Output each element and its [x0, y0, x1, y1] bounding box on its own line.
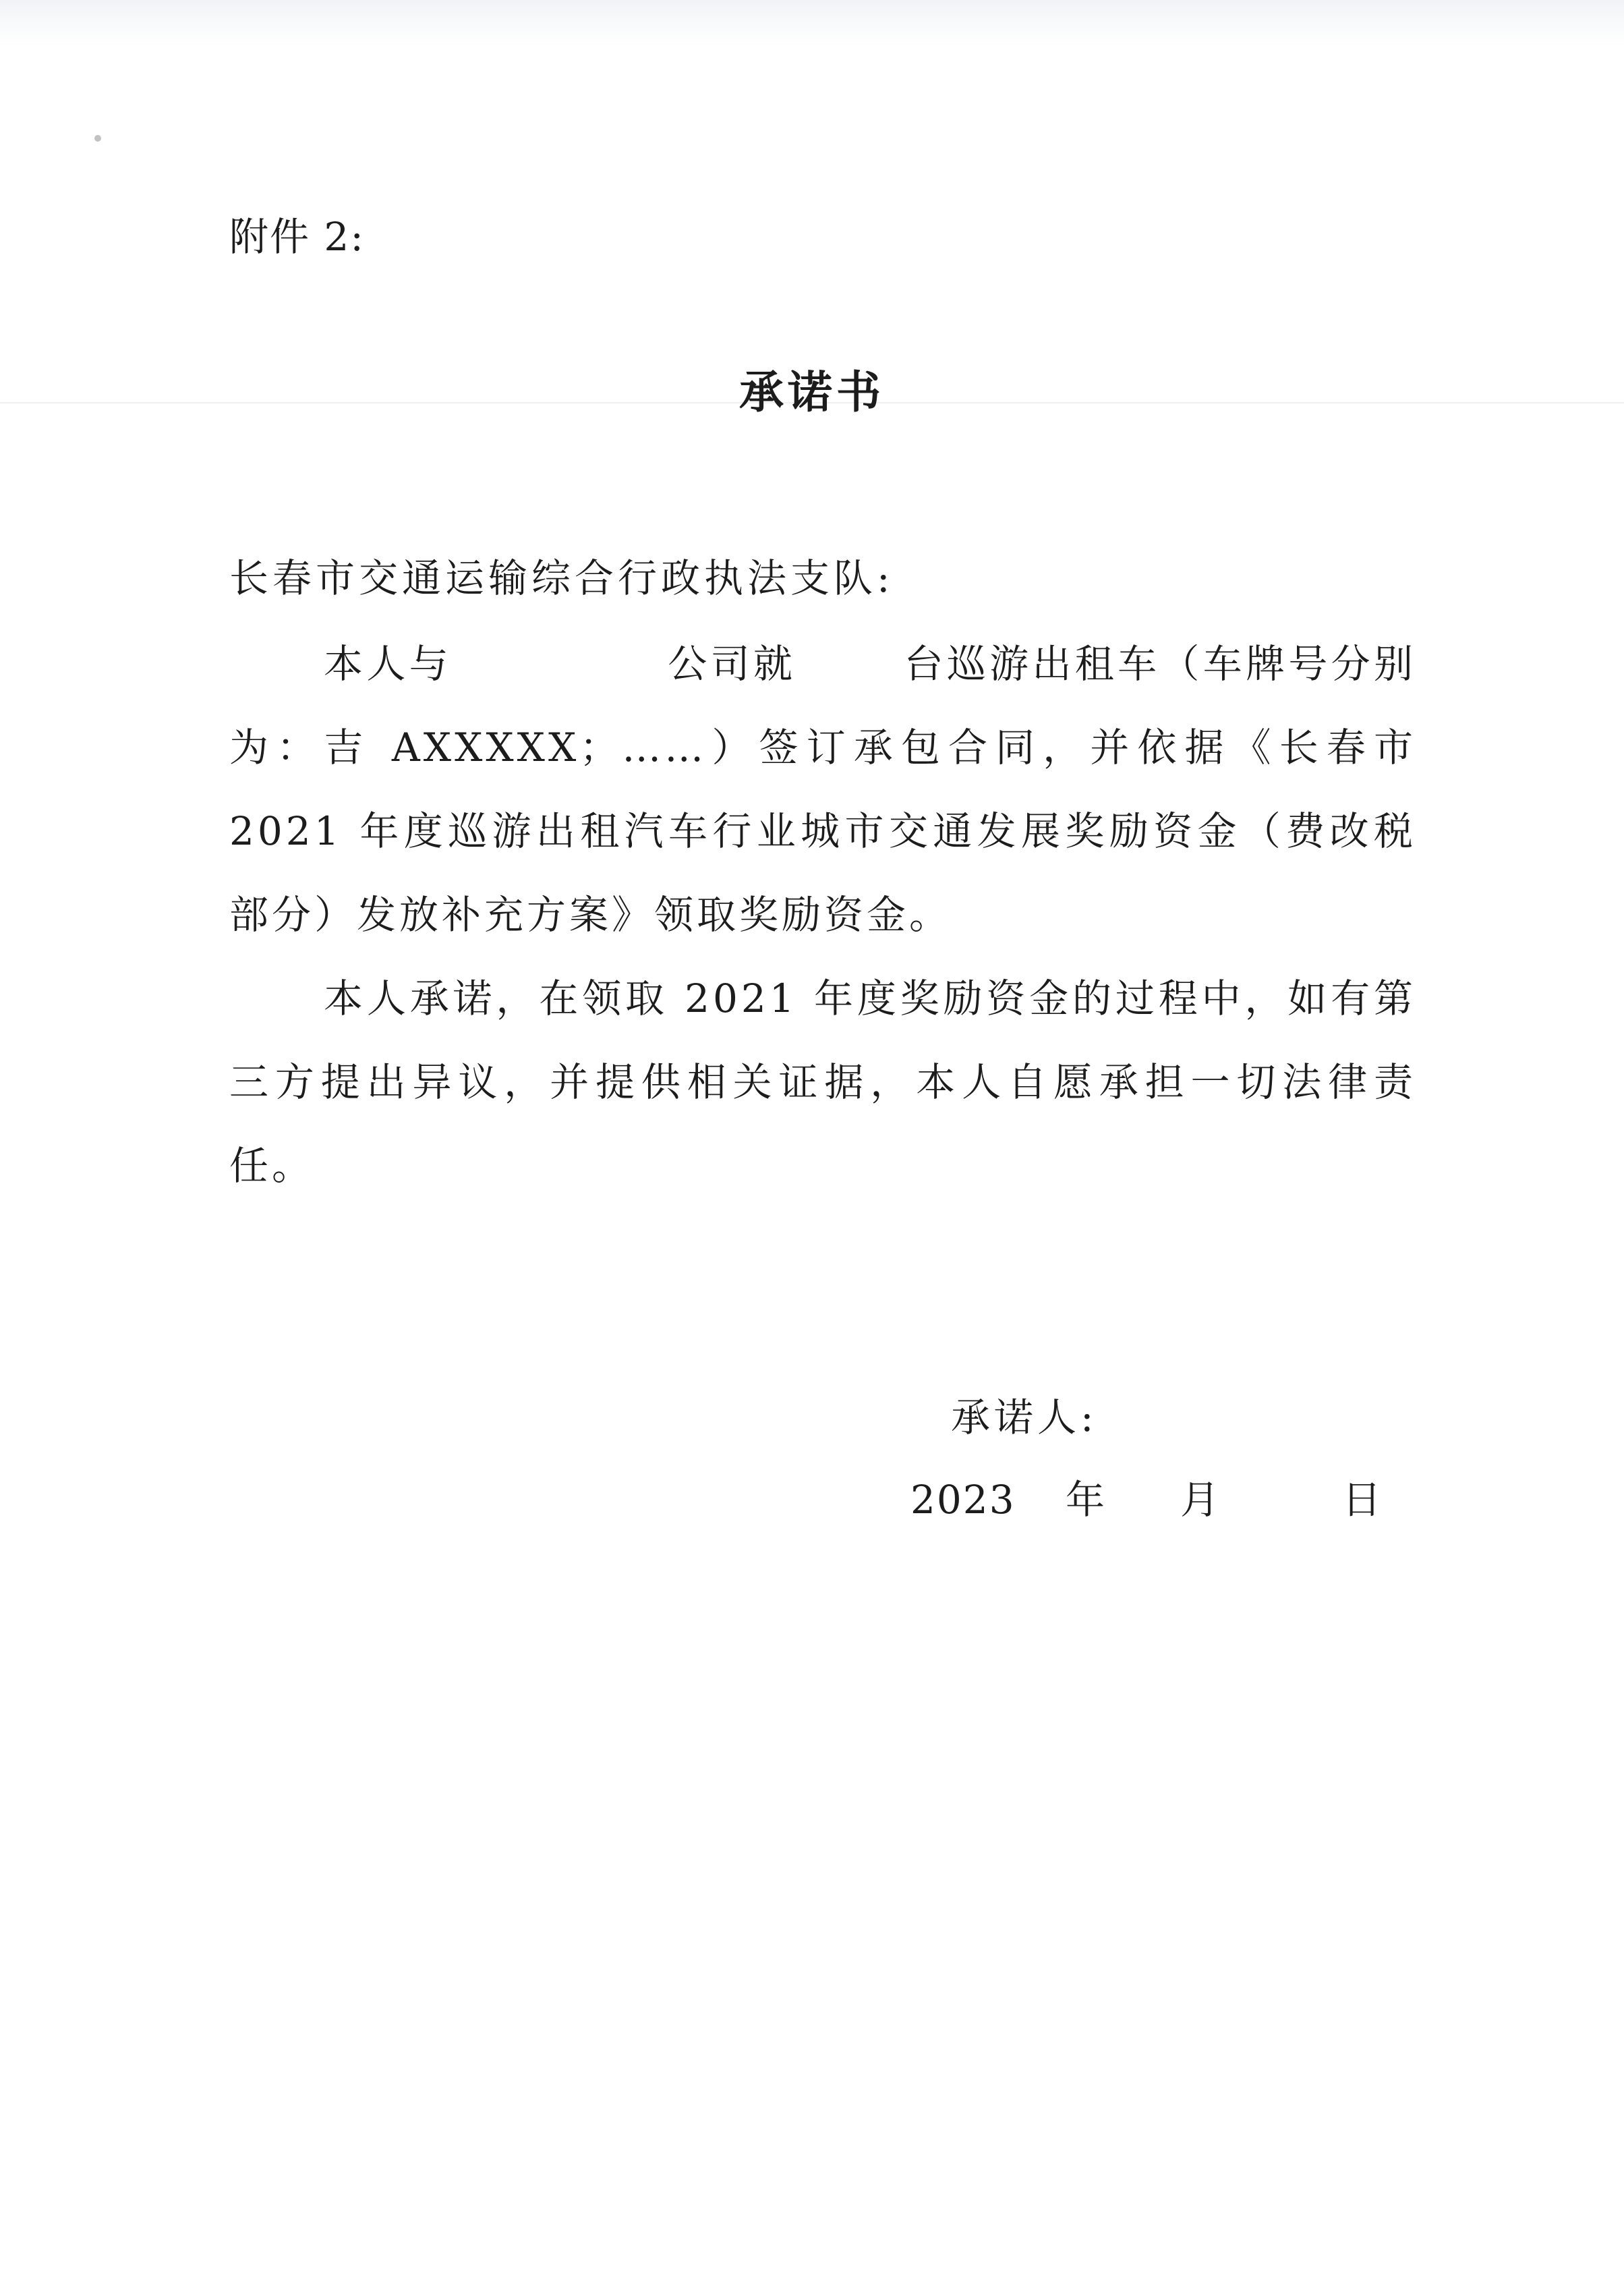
date-month-unit: 月 [1180, 1477, 1221, 1523]
attachment-label: 附件 2: [229, 214, 365, 260]
document-title: 承诺书 [739, 366, 885, 418]
date-day-unit: 日 [1342, 1477, 1383, 1523]
date-year: 2023 [910, 1477, 1016, 1523]
paragraph-commitment-liability: 本人承诺，在领取 2021 年度奖励资金的过程中，如有第三方提出异议，并提供相关证据，本人自愿承担一切法律责任。 [229, 976, 1416, 1189]
paragraph-commitment-basis [229, 622, 1416, 957]
paragraph1-part3: 台巡游出租车（车牌号分别为：吉 AXXXXX；……）签订承包合同，并依据《长春市 2021 年度巡游出租汽车行业城市交通发展奖励资金（费改税部分）发放补充方案》领取奖励资金。 [229, 641, 1416, 938]
date-line [910, 1477, 1383, 1522]
scan-artifact-band [0, 0, 1624, 47]
paragraph1-part1: 本人与 [324, 641, 452, 687]
date-year-unit: 年 [1066, 1477, 1107, 1523]
signer-label: 承诺人: [951, 1394, 1098, 1440]
scan-dust-mark [94, 135, 101, 142]
addressee: 长春市交通运输综合行政执法支队: [229, 555, 894, 601]
paragraph1-part2: 公司就 [667, 641, 796, 687]
